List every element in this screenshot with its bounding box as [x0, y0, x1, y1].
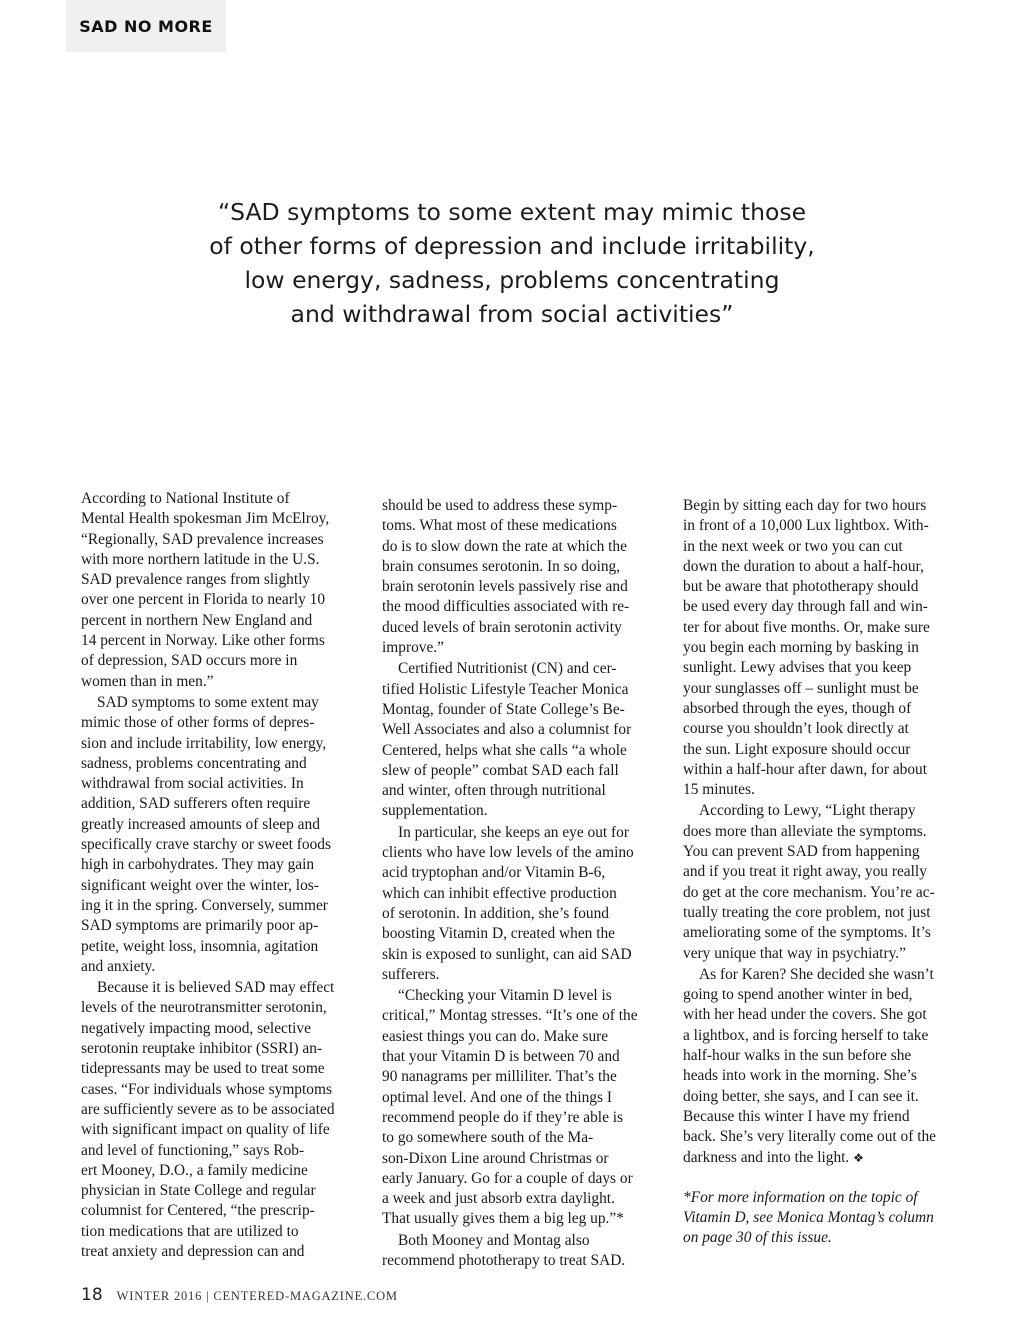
article-column-1	[81, 489, 353, 1263]
text-line: with her head under the covers. She got	[683, 1006, 927, 1024]
text-line: your sunglasses off – sunlight must be	[683, 679, 919, 697]
text-line: within a half-hour after dawn, for about	[683, 760, 928, 778]
text-line: 14 percent in Norway. Like other forms	[81, 632, 325, 650]
text-line: cases. “For individuals whose symptoms	[81, 1080, 332, 1098]
article-paragraph	[683, 496, 955, 800]
text-line: supplementation.	[382, 802, 488, 820]
text-line: sadness, problems concentrating and	[81, 754, 307, 772]
text-line: that your Vitamin D is between 70 and	[382, 1048, 620, 1066]
text-line: down the duration to about a half-hour,	[683, 557, 924, 575]
text-line: recommend people do if they’re able is	[382, 1108, 624, 1126]
text-line: very unique that way in psychiatry.”	[683, 944, 906, 962]
text-line: In particular, she keeps an eye out for	[398, 823, 630, 841]
text-line: Begin by sitting each day for two hours	[683, 497, 927, 514]
text-line-content: darkness and into the light.	[683, 1148, 850, 1166]
text-line: and anxiety.	[81, 957, 156, 975]
text-line: negatively impacting mood, selective	[81, 1019, 311, 1037]
text-line: physician in State College and regular	[81, 1182, 316, 1200]
text-line: levels of the neurotransmitter serotonin,	[81, 999, 327, 1017]
text-line: significant weight over the winter, los-	[81, 876, 319, 894]
text-line: a week and just absorb extra daylight.	[382, 1190, 615, 1208]
page-footer	[81, 1285, 398, 1307]
text-line: According to National Institute of	[81, 490, 290, 507]
text-line: the mood difficulties associated with re-	[382, 598, 630, 616]
text-line: Centered, helps what she calls “a whole	[382, 741, 627, 759]
text-line: ter for about five months. Or, make sure	[683, 618, 930, 636]
text-line: high in carbohydrates. They may gain	[81, 856, 315, 874]
text-line: tidepressants may be used to treat some	[81, 1060, 325, 1078]
text-line: but be aware that phototherapy should	[683, 578, 919, 596]
text-line: According to Lewy, “Light therapy	[699, 802, 916, 820]
text-line: columnist for Centered, “the prescrip-	[81, 1202, 315, 1220]
text-line: easiest things you can do. Make sure	[382, 1027, 609, 1045]
text-line: you begin each morning by basking in	[683, 639, 919, 657]
text-line: skin is exposed to sunlight, can aid SAD	[382, 945, 632, 963]
text-line: ing it in the spring. Conversely, summer	[81, 896, 328, 914]
text-line: and winter, often through nutritional	[382, 782, 606, 800]
text-line: brain consumes serotonin. In so doing,	[382, 557, 621, 575]
text-line: tually treating the core problem, not just	[683, 903, 931, 921]
text-line: the sun. Light exposure should occur	[683, 740, 911, 758]
text-line: to go somewhere south of the Ma-	[382, 1129, 594, 1147]
text-line: which can inhibit effective production	[382, 884, 617, 902]
text-line: half-hour walks in the sun before she	[683, 1047, 912, 1065]
text-line: Well Associates and also a columnist for	[382, 721, 632, 739]
text-line: and level of functioning,” says Rob-	[81, 1141, 305, 1159]
text-line: critical,” Montag stresses. “It’s one of the	[382, 1007, 638, 1025]
text-line: “Regionally, SAD prevalence increases	[81, 530, 324, 548]
text-line: of serotonin. In addition, she’s found	[382, 904, 609, 922]
text-line: mimic those of other forms of depres-	[81, 714, 315, 732]
text-line: ert Mooney, D.O., a family medicine	[81, 1161, 308, 1179]
page-number: 18	[81, 1285, 103, 1305]
text-line: women than in men.”	[81, 672, 214, 690]
text-line: over one percent in Florida to nearly 10	[81, 591, 326, 609]
text-line: Both Mooney and Montag also	[398, 1231, 590, 1249]
text-line: son-Dixon Line around Christmas or	[382, 1149, 609, 1167]
text-line: heads into work in the morning. She’s	[683, 1067, 917, 1085]
article-column-3	[683, 496, 955, 1249]
text-line: boosting Vitamin D, created when the	[382, 925, 616, 943]
text-line: toms. What most of these medications	[382, 517, 617, 535]
text-line: brain serotonin levels passively rise and	[382, 578, 628, 596]
article-paragraph	[382, 496, 654, 658]
text-line: 15 minutes.	[683, 781, 755, 799]
text-line: absorbed through the eyes, though of	[683, 699, 912, 717]
text-line: in the next week or two you can cut	[683, 537, 903, 555]
pull-quote	[150, 195, 874, 331]
text-line: with significant impact on quality of life	[81, 1121, 330, 1139]
text-line: does more than alleviate the symptoms.	[683, 822, 927, 840]
text-line: do is to slow down the rate at which the	[382, 537, 627, 555]
text-line: SAD symptoms are primarily poor ap-	[81, 917, 319, 935]
text-line: are sufficiently severe as to be associated	[81, 1100, 335, 1118]
text-line	[683, 1148, 955, 1168]
article-paragraph	[683, 801, 955, 963]
footnote-line: on page 30 of this issue.	[683, 1229, 832, 1247]
article-paragraph	[81, 489, 353, 692]
text-line: be used every day through fall and win-	[683, 598, 928, 616]
issue-line: WINTER 2016 | CENTERED-MAGAZINE.COM	[116, 1289, 398, 1303]
text-line: As for Karen? She decided she wasn’t	[699, 965, 934, 983]
end-of-article-icon: ❖	[853, 1150, 864, 1165]
article-paragraph	[81, 978, 353, 1262]
footnote-line: Vitamin D, see Monica Montag’s column	[683, 1209, 934, 1227]
pull-quote-line: low energy, sadness, problems concentrating	[244, 266, 780, 294]
article-paragraph	[81, 693, 353, 977]
article-paragraph	[382, 1231, 654, 1272]
text-line: petite, weight loss, insomnia, agitation	[81, 937, 319, 955]
text-line: Mental Health spokesman Jim McElroy,	[81, 510, 330, 528]
text-line: do get at the core mechanism. You’re ac-	[683, 883, 935, 901]
text-line: addition, SAD sufferers often require	[81, 795, 311, 813]
text-line: sufferers.	[382, 965, 440, 983]
text-line: greatly increased amounts of sleep and	[81, 815, 320, 833]
pull-quote-line: “SAD symptoms to some extent may mimic those	[217, 198, 807, 226]
text-line: early January. Go for a couple of days or	[382, 1169, 633, 1187]
article-paragraph	[382, 659, 654, 821]
text-line: tion medications that are utilized to	[81, 1222, 299, 1240]
text-line: sunlight. Lewy advises that you keep	[683, 659, 912, 677]
text-line: with more northern latitude in the U.S.	[81, 550, 320, 568]
pull-quote-line: of other forms of depression and include irritability,	[209, 232, 815, 260]
text-line: going to spend another winter in bed,	[683, 986, 913, 1004]
text-line: withdrawal from social activities. In	[81, 775, 304, 793]
article-column-2	[382, 496, 654, 1272]
text-line: back. She’s very literally come out of the	[683, 1128, 937, 1146]
text-line: in front of a 10,000 Lux lightbox. With-	[683, 517, 929, 535]
text-line: SAD prevalence ranges from slightly	[81, 571, 311, 589]
text-line: a lightbox, and is forcing herself to take	[683, 1026, 929, 1044]
article-paragraph	[683, 965, 955, 1168]
footnote	[683, 1188, 955, 1249]
article-paragraph	[382, 823, 654, 985]
text-line: serotonin reuptake inhibitor (SSRI) an-	[81, 1040, 323, 1058]
text-line: Montag, founder of State College’s Be-	[382, 700, 625, 718]
text-line: That usually gives them a big leg up.”*	[382, 1210, 624, 1228]
text-line: should be used to address these symp-	[382, 497, 618, 514]
text-line: acid tryptophan and/or Vitamin B-6,	[382, 864, 606, 882]
text-line: SAD symptoms to some extent may	[97, 693, 319, 711]
text-line: ameliorating some of the symptoms. It’s	[683, 924, 931, 942]
text-line: clients who have low levels of the amino	[382, 844, 634, 862]
text-line: sion and include irritability, low energy,	[81, 734, 327, 752]
text-line: treat anxiety and depression can and	[81, 1242, 305, 1260]
text-line: Certified Nutritionist (CN) and cer-	[398, 660, 617, 678]
text-line: optimal level. And one of the things I	[382, 1088, 612, 1106]
section-tag: SAD NO MORE	[66, 0, 226, 52]
text-line: “Checking your Vitamin D level is	[398, 987, 612, 1005]
text-line: course you shouldn’t look directly at	[683, 720, 909, 738]
pull-quote-line: and withdrawal from social activities”	[290, 300, 734, 328]
text-line: You can prevent SAD from happening	[683, 843, 920, 861]
text-line: Because it is believed SAD may effect	[97, 979, 335, 997]
text-line: Because this winter I have my friend	[683, 1107, 910, 1125]
article-paragraph	[382, 986, 654, 1230]
text-line: percent in northern New England and	[81, 611, 313, 629]
text-line: recommend phototherapy to treat SAD.	[382, 1251, 626, 1269]
text-line: specifically crave starchy or sweet foods	[81, 836, 331, 854]
text-line: duced levels of brain serotonin activity	[382, 618, 622, 636]
text-line: and if you treat it right away, you really	[683, 863, 927, 881]
text-line: slew of people” combat SAD each fall	[382, 761, 619, 779]
footnote-line: *For more information on the topic of	[683, 1188, 918, 1206]
text-line: tified Holistic Lifestyle Teacher Monica	[382, 680, 629, 698]
text-line: 90 nanagrams per milliliter. That’s the	[382, 1068, 617, 1086]
text-line: improve.”	[382, 639, 444, 657]
text-line: doing better, she says, and I can see it.	[683, 1087, 919, 1105]
text-line: of depression, SAD occurs more in	[81, 652, 298, 670]
